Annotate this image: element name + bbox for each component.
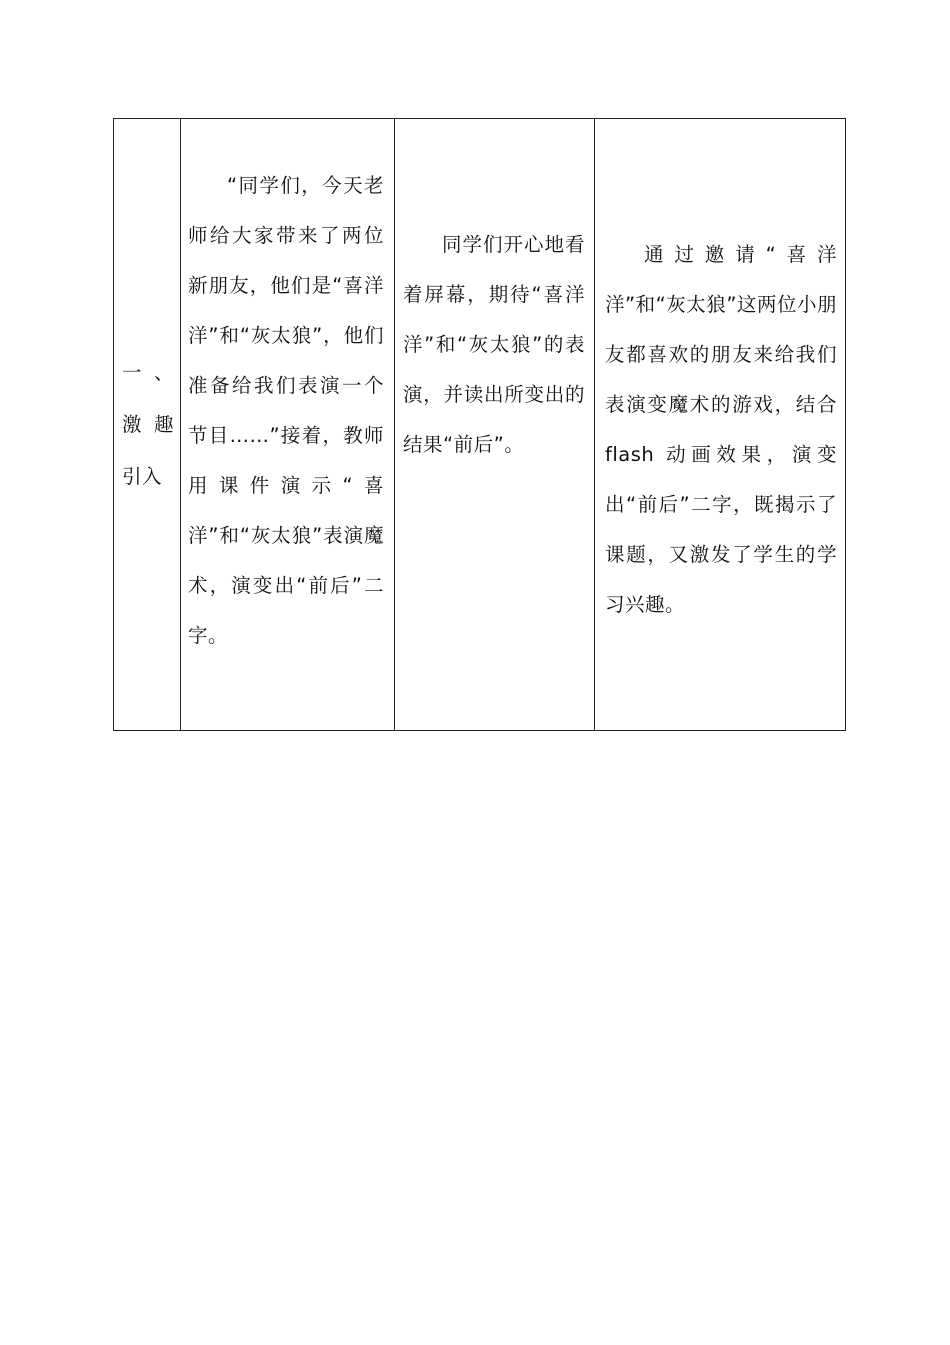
stage-text: 一、激 趣引入 — [122, 360, 174, 488]
teacher-activity-text: “同学们，今天老师给大家带来了两位新朋友，他们是“喜洋洋”和“灰太狼”，他们准备给我们表演一个节目……”接着，教师用课件演示“喜洋”和“灰太狼”表演魔术，演变出“前后”二字。 — [188, 173, 384, 647]
design-intent-text: 通过邀请“喜洋洋”和“灰太狼”这两位小朋友都喜欢的朋友来给我们表演变魔术的游戏，结合 flash 动画效果，演变出“前后”二字，既揭示了课题，又激发了学生的学习兴趣。 — [605, 242, 837, 616]
student-activity-cell — [395, 119, 595, 731]
table-row — [114, 119, 846, 731]
stage-cell — [114, 119, 181, 731]
student-activity-text: 同学们开心地看着屏幕，期待“喜洋洋”和“灰太狼”的表演，并读出所变出的结果“前后”。 — [403, 232, 585, 456]
teacher-activity-cell — [181, 119, 395, 731]
lesson-plan-table — [113, 118, 846, 731]
design-intent-cell — [595, 119, 846, 731]
